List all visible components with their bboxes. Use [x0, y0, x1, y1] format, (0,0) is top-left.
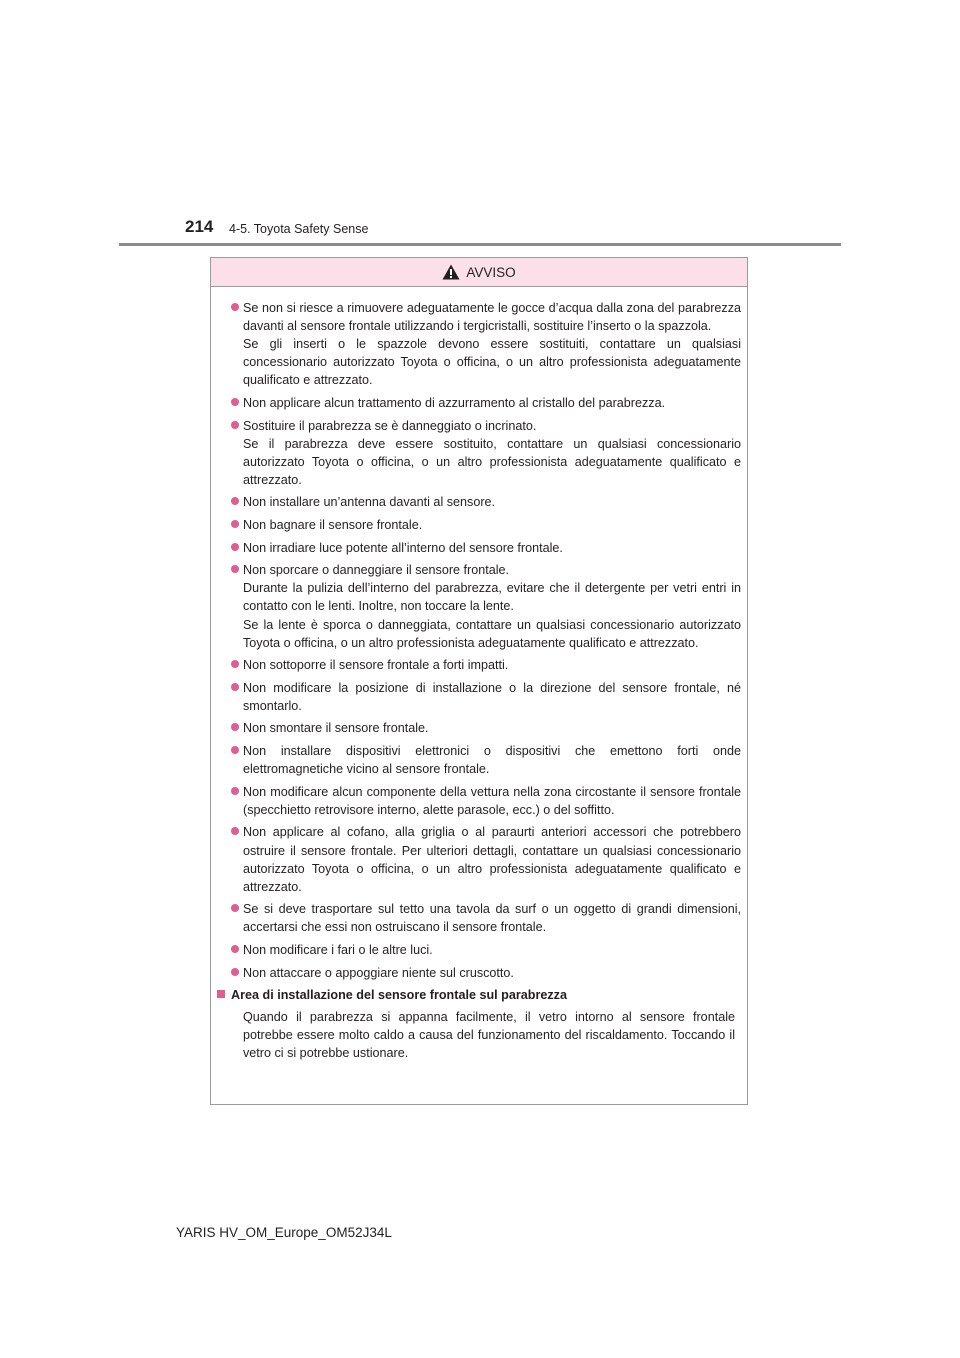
list-item-line: Se la lente è sporca o danneggiata, contattare un qualsiasi concessionario autorizzato Toyota o officina, o un altro professionista adeguatamente qualificato e attrezzato. [243, 617, 741, 650]
footer-doc-id: YARIS HV_OM_Europe_OM52J34L [176, 1225, 392, 1240]
bullet-dot-icon [231, 787, 239, 795]
header-divider [119, 243, 841, 246]
list-item-line: Non applicare alcun trattamento di azzurramento al cristallo del parabrezza. [243, 395, 666, 410]
list-item [215, 417, 741, 489]
list-item-line: Se non si riesce a rimuovere adeguatamente le gocce d’acqua dalla zona del parabrezza davanti al sensore frontale utilizzando i tergicristalli, sostituire l’inserto o la spazzola. [243, 301, 741, 334]
list-item-line: Non modificare alcun componente della vettura nella zona circostante il sensore frontale (specchietto retrovisore interno, alette parasole, ecc.) o del soffitto. [243, 784, 741, 817]
bullet-dot-icon [231, 565, 239, 573]
list-item-line: Non installare dispositivi elettronici o dispositivi che emettono forti onde elettromagnetiche vicino al sensore frontale. [243, 744, 741, 777]
bullet-dot-icon [231, 303, 239, 311]
subsection-text: Quando il parabrezza si appanna facilmente, il vetro intorno al sensore frontale potrebbe essere molto caldo a causa del funzionamento del riscaldamento. Toccando il vetro ci si potrebbe ustionare. [243, 1010, 735, 1061]
page-number: 214 [185, 217, 214, 236]
bullet-dot-icon [231, 683, 239, 691]
bullet-dot-icon [231, 723, 239, 731]
list-item [215, 964, 741, 982]
list-item [215, 516, 741, 534]
bullet-dot-icon [231, 520, 239, 528]
list-item [215, 941, 741, 959]
list-item [215, 679, 741, 715]
warning-header [211, 258, 747, 287]
warning-box [210, 257, 748, 1105]
list-item-line: Non smontare il sensore frontale. [243, 721, 429, 736]
list-item-line: Non modificare la posizione di installazione o la direzione del sensore frontale, né smontarlo. [243, 680, 741, 713]
bullet-dot-icon [231, 497, 239, 505]
list-item [215, 900, 741, 936]
subsection-title: Area di installazione del sensore frontale sul parabrezza [231, 988, 567, 1003]
list-item [215, 656, 741, 674]
subsection-heading [215, 986, 741, 1004]
list-item-line: Non sottoporre il sensore frontale a forti impatti. [243, 658, 509, 673]
list-item-line: Se gli inserti o le spazzole devono essere sostituiti, contattare un qualsiasi concessionario autorizzato Toyota o officina, o un altro professionista adeguatamente qualificato e attrezzato. [243, 337, 741, 388]
warning-items [215, 299, 741, 982]
bullet-dot-icon [231, 660, 239, 668]
warning-title: AVVISO [466, 264, 516, 280]
warning-body [211, 287, 747, 1063]
list-item-line: Sostituire il parabrezza se è danneggiato o incrinato. [243, 418, 537, 433]
list-item [215, 719, 741, 737]
list-item-line: Non sporcare o danneggiare il sensore frontale. [243, 563, 510, 578]
bullet-dot-icon [231, 543, 239, 551]
bullet-dot-icon [231, 421, 239, 429]
bullet-dot-icon [231, 398, 239, 406]
bullet-dot-icon [231, 904, 239, 912]
list-item [215, 493, 741, 511]
list-item-line: Non modificare i fari o le altre luci. [243, 943, 433, 957]
list-item [215, 394, 741, 412]
bullet-dot-icon [231, 746, 239, 754]
list-item [215, 539, 741, 557]
list-item-line: Se si deve trasportare sul tetto una tavola da surf o un oggetto di grandi dimensioni, accertarsi che essi non ostruiscano il sensore frontale. [243, 902, 741, 935]
list-item-line: Non installare un’antenna davanti al sensore. [243, 495, 496, 510]
list-item [215, 783, 741, 819]
list-item-line: Durante la pulizia dell’interno del parabrezza, evitare che il detergente per vetri entri in contatto con le lenti. Inoltre, non toccare la lente. [243, 581, 741, 614]
list-item-line: Non irradiare luce potente all’interno del sensore frontale. [243, 540, 563, 555]
bullet-dot-icon [231, 945, 239, 953]
list-item-line: Non bagnare il sensore frontale. [243, 518, 423, 533]
list-item-line: Se il parabrezza deve essere sostituito, contattare un qualsiasi concessionario autorizzato Toyota o officina, o un altro professionista adeguatamente qualificato e attrezzato. [243, 436, 741, 487]
square-bullet-icon [217, 990, 225, 998]
list-item [215, 742, 741, 778]
list-item [215, 823, 741, 895]
list-item-line: Non applicare al cofano, alla griglia o al paraurti anteriori accessori che potrebbero ostruire il sensore frontale. Per ulteriori dettagli, contattare un qualsiasi concessionario autorizzato Toyota o officina, o un altro professionista adeguatamente qualificato e attrezzato. [243, 825, 741, 894]
bullet-dot-icon [231, 968, 239, 976]
list-item-line: Non attaccare o appoggiare niente sul cruscotto. [243, 965, 514, 980]
warning-triangle-icon [442, 264, 460, 280]
list-item [215, 299, 741, 389]
section-title: 4-5. Toyota Safety Sense [229, 222, 369, 236]
bullet-dot-icon [231, 827, 239, 835]
list-item [215, 561, 741, 651]
